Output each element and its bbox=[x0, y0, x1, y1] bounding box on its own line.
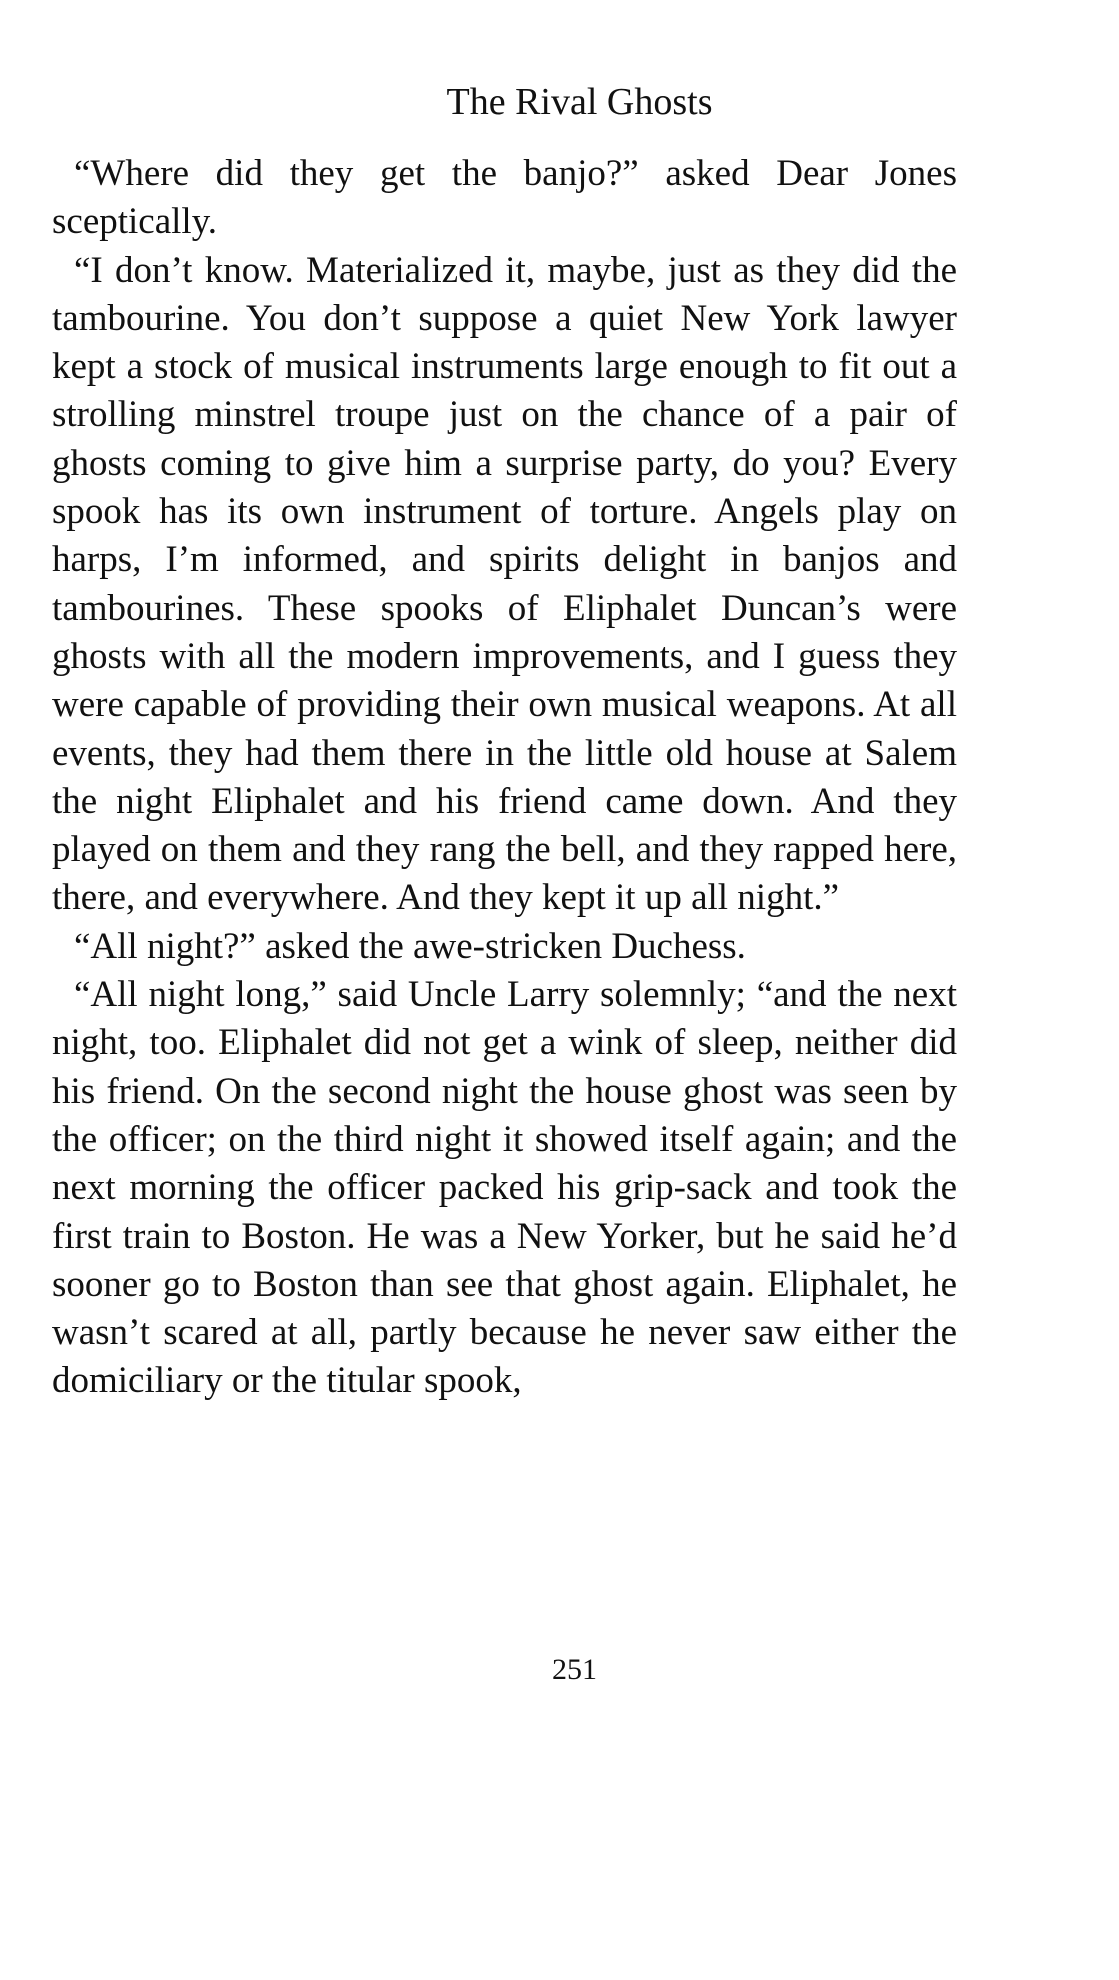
paragraph: “Where did they get the banjo?” asked Dear Jones sceptically. bbox=[52, 153, 957, 243]
body-text bbox=[52, 150, 957, 1406]
page-number: 251 bbox=[552, 1653, 597, 1686]
running-head: The Rival Ghosts bbox=[446, 81, 713, 123]
paragraph: “I don’t know. Materialized it, maybe, just as they did the tambourine. You don’t suppose a quiet New York lawyer kept a stock of musical instruments large enough to fit out a strolling minstrel troupe just on the chance of a pair of ghosts coming to give him a surprise party, do you? Every spook has its own instrument of torture. Angels play on harps, I’m informed, and spirits delight in banjos and tambourines. These spooks of Eliphalet Duncan’s were ghosts with all the modern improvements, and I guess they were capable of providing their own musical weapons. At all events, they had them there in the little old house at Salem the night Eliphalet and his friend came down. And they played on them and they rang the bell, and they rapped here, there, and everywhere. And they kept it up all night.” bbox=[52, 249, 957, 919]
paragraph: “All night?” asked the awe-stricken Duchess. bbox=[74, 925, 746, 967]
paragraph: “All night long,” said Uncle Larry solemnly; “and the next night, too. Eliphalet did not get a wink of sleep, neither did his friend. On the second night the house ghost was seen by the officer; on the third night it showed itself again; and the next morning the officer packed his grip-sack and took the first train to Boston. He was a New Yorker, but he said he’d sooner go to Boston than see that ghost again. Eliphalet, he wasn’t scared at all, partly because he never saw either the domiciliary or the titular spook, bbox=[52, 974, 957, 1402]
